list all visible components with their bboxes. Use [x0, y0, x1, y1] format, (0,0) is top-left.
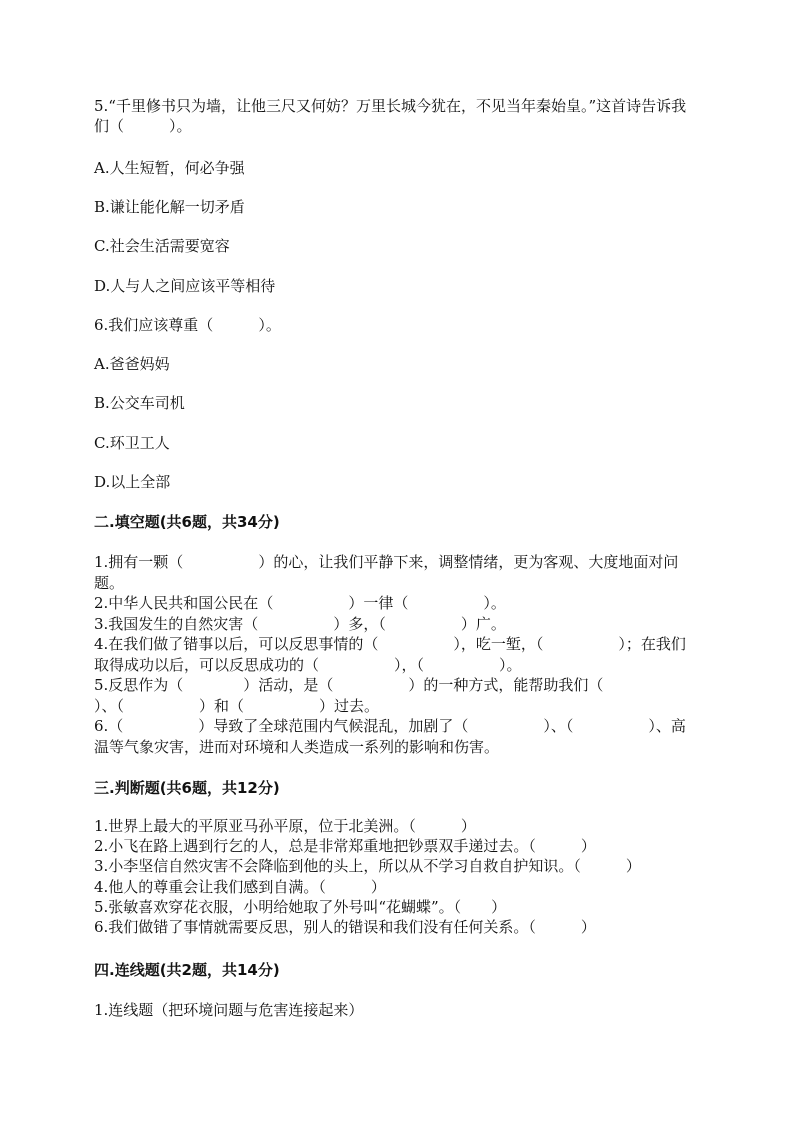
question-6-option-b: B.公交车司机 — [94, 394, 185, 412]
fill-blank-item-5: 5.反思作为（ ）活动，是（ ）的一种方式，能帮助我们（ ）、（ ）和（ ）过去。 — [94, 676, 679, 715]
fill-blank-item-3: 3.我国发生的自然灾害（ ）多，（ ）广。 — [94, 614, 506, 633]
true-false-item-6: 6.我们做错了事情就需要反思，别人的错误和我们没有任何关系。（ ） — [94, 918, 596, 937]
fill-blank-item-2: 2.中华人民共和国公民在（ ）一律（ ）。 — [94, 594, 506, 612]
question-5-stem: 5.“千里修书只为墙，让他三尺又何妨？万里长城今犹在，不见当年秦始皇。”这首诗告诉我们（ ）。 — [94, 97, 687, 135]
section-3-heading: 三.判断题(共6题，共12分) — [94, 779, 280, 797]
true-false-item-2: 2.小飞在路上遇到行乞的人，总是非常郑重地把钞票双手递过去。（ ） — [94, 837, 596, 856]
question-6-stem: 6.我们应该尊重（ ）。 — [94, 316, 281, 334]
fill-blank-item-6: 6.（ ）导致了全球范围内气候混乱，加剧了（ ）、（ ）、高温等气象灾害，进而对环境和人类造成一系列的影响和伤害。 — [94, 717, 686, 756]
true-false-item-3: 3.小李坚信自然灾害不会降临到他的头上，所以从不学习自救自护知识。（ ） — [94, 857, 641, 876]
fill-blank-item-4: 4.在我们做了错事以后，可以反思事情的（ ），吃一堑，（ ）；在我们取得成功以后，可以反思成功的（ ），（ ）。 — [94, 635, 686, 674]
section-4-heading: 四.连线题(共2题，共14分) — [94, 961, 280, 979]
matching-item-1: 1.连线题（把环境问题与危害连接起来） — [94, 1001, 364, 1019]
question-5-option-d: D.人与人之间应该平等相待 — [94, 277, 276, 295]
question-5-option-c: C.社会生活需要宽容 — [94, 237, 230, 255]
true-false-item-5: 5.张敏喜欢穿花衣服，小明给她取了外号叫“花蝴蝶”。（ ） — [94, 897, 507, 916]
true-false-item-4: 4.他人的尊重会让我们感到自满。（ ） — [94, 877, 386, 896]
question-5-option-b: B.谦让能化解一切矛盾 — [94, 198, 245, 216]
question-6-option-a: A.爸爸妈妈 — [94, 355, 170, 373]
section-2-heading: 二.填空题(共6题，共34分) — [94, 513, 280, 531]
fill-blank-item-1: 1.拥有一颗（ ）的心，让我们平静下来，调整情绪，更为客观、大度地面对问题。 — [94, 553, 679, 592]
true-false-list — [94, 816, 700, 937]
question-6-option-d: D.以上全部 — [94, 473, 171, 491]
question-5-option-a: A.人生短暂，何必争强 — [94, 159, 245, 177]
true-false-item-1: 1.世界上最大的平原亚马孙平原，位于北美洲。（ ） — [94, 817, 476, 835]
fill-blank-list — [94, 552, 700, 757]
question-6-option-c: C.环卫工人 — [94, 434, 170, 452]
